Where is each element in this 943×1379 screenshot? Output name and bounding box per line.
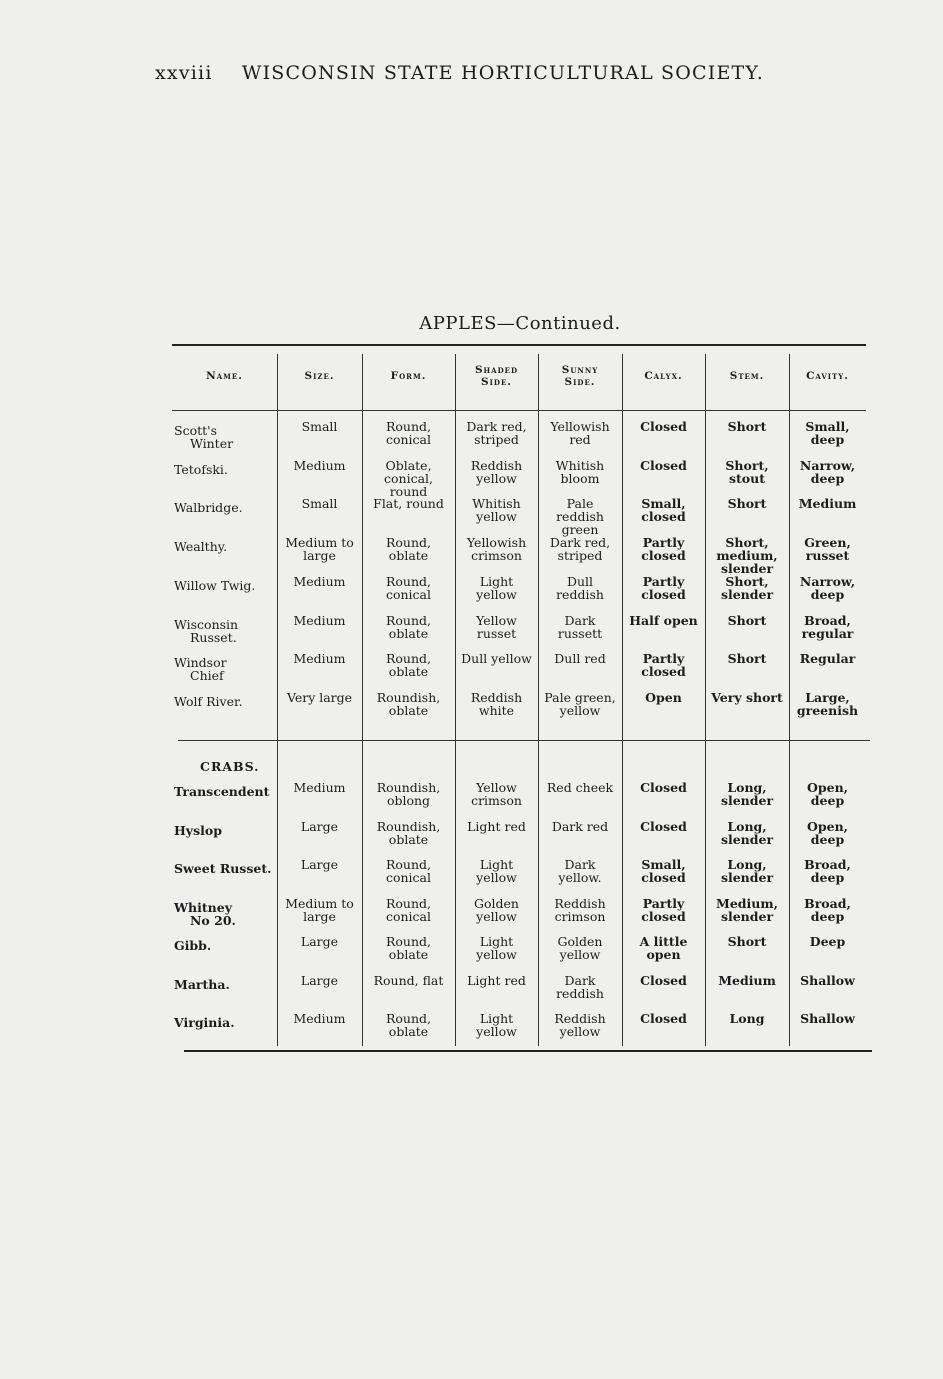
section-rule [178,740,870,741]
cell-shaded-side: Golden yellow [474,895,519,924]
variety-name-line1: Virginia. [174,1015,235,1030]
column-header-stem: Stem. [729,370,765,382]
cell-form: Round, conical [385,573,432,602]
cell-cavity: Deep [809,934,846,949]
cell-sunny-side: Dark yellow. [558,857,602,885]
cell-cavity: Narrow, deep [799,457,856,486]
variety-name [174,785,276,798]
column-header-size: Size. [304,370,335,382]
cell-size: Large [300,934,339,949]
cell-form: Round, oblate [385,651,431,680]
cell-form: Round, conical [385,857,432,885]
cell-calyx: Partly closed [641,573,686,602]
variety-name [174,901,276,927]
cell-stem: Short [727,934,767,949]
variety-name-line1: Wolf River. [174,693,243,709]
cell-shaded-side: Light yellow [476,934,517,962]
variety-name-line1: Tetofski. [174,461,228,477]
cell-stem: Long, slender [720,818,774,847]
variety-name [174,939,276,952]
cell-form: Round, conical [385,895,432,924]
cell-stem: Very short [711,689,783,705]
variety-name-line1: Scott's [174,423,217,438]
cell-stem: Medium, slender [716,895,778,924]
cell-form: Roundish, oblate [376,689,441,718]
cell-sunny-side: Yellowish red [550,419,610,447]
variety-name [174,463,276,476]
variety-name [174,1016,276,1029]
cell-cavity: Open, deep [806,780,849,808]
column-rule [622,354,623,1046]
top-rule [172,344,866,346]
cell-cavity: Green, russet [804,535,851,564]
cell-cavity: Large, greenish [796,689,859,718]
cell-sunny-side: Whitish bloom [555,457,605,486]
column-header-shaded-side: Shaded Side. [474,364,519,388]
column-rule [362,354,363,1046]
cell-calyx: Closed [640,972,687,988]
cell-cavity: Regular [799,651,856,667]
running-head-title: WISCONSIN STATE HORTICULTURAL SOCIETY. [241,62,764,84]
cell-size: Medium to large [285,535,354,564]
column-rule [789,354,790,1046]
cell-sunny-side: Pale green, yellow [544,689,616,718]
cell-sunny-side: Dark red, striped [549,535,611,564]
column-header-name: Name. [206,370,243,382]
cell-sunny-side: Red cheek [546,780,614,795]
cell-cavity: Small, deep [805,419,850,447]
variety-name-line1: Wealthy. [174,539,228,555]
variety-name [174,579,276,592]
cell-form: Roundish, oblate [376,818,441,847]
column-header-form: Form. [390,370,427,382]
cell-shaded-side: Reddish white [470,689,523,718]
cell-size: Medium [293,1011,346,1026]
cell-size: Medium to large [285,895,354,924]
cell-size: Large [300,818,339,834]
variety-name [174,978,276,991]
cell-stem: Long [729,1011,765,1026]
cell-cavity: Broad, deep [804,895,851,924]
variety-name-line2: Winter [190,436,234,451]
cell-calyx: Closed [640,818,687,834]
cell-form: Round, oblate [385,1011,431,1039]
variety-name-line2: Russet. [190,629,237,645]
bottom-rule [184,1050,872,1052]
variety-name-line1: Wisconsin [174,616,239,632]
variety-name [174,656,276,682]
cell-shaded-side: Yellowish crimson [466,535,527,564]
cell-sunny-side: Dull red [554,651,606,667]
cell-calyx: A little open [639,934,688,962]
cell-cavity: Narrow, deep [799,573,856,602]
cell-shaded-side: Light yellow [476,1011,517,1039]
cell-size: Medium [293,457,346,473]
cell-calyx: Closed [640,1011,687,1026]
variety-name [174,862,276,875]
cell-stem: Long, slender [720,857,774,885]
cell-sunny-side: Golden yellow [557,934,603,962]
column-rule [705,354,706,1046]
cell-shaded-side: Light red [467,972,526,988]
cell-stem: Long, slender [720,780,774,808]
cell-calyx: Half open [629,612,698,628]
column-rule [538,354,539,1046]
column-header-sunny-side: Sunny Side. [561,364,599,388]
cell-form: Oblate, conical, round [384,457,433,499]
cell-stem: Short [727,496,767,512]
cell-calyx: Partly closed [641,895,686,924]
variety-name [174,424,276,450]
cell-form: Round, oblate [385,535,431,564]
cell-stem: Short, slender [720,573,774,602]
cell-form: Round, flat [373,972,444,988]
cell-size: Small [301,496,338,512]
cell-cavity: Open, deep [806,818,849,847]
cell-shaded-side: Light red [467,818,526,834]
variety-name-line2: Chief [190,668,224,684]
cell-sunny-side: Dark reddish [556,972,604,1001]
cell-size: Large [300,972,339,988]
variety-name [174,695,276,708]
cell-shaded-side: Light yellow [476,857,517,885]
variety-name-line1: Whitney [174,899,232,915]
cell-sunny-side: Dark red [551,818,609,834]
variety-name-line1: Martha. [174,976,230,992]
column-rule [277,354,278,1046]
cell-cavity: Shallow [800,1011,855,1026]
column-header-cavity: Cavity. [806,370,849,382]
cell-shaded-side: Dull yellow [461,651,532,667]
cell-size: Medium [293,612,346,628]
page-number: xxviii [155,62,213,84]
cell-calyx: Open [645,689,682,705]
cell-stem: Short [727,612,767,628]
cell-shaded-side: Yellow russet [476,612,517,641]
crabs-section-label: CRABS. [200,759,260,774]
cell-sunny-side: Pale reddish green [556,496,604,538]
cell-sunny-side: Dull reddish [556,573,604,602]
cell-form: Roundish, oblong [376,780,441,808]
variety-name-line1: Sweet Russet. [174,861,272,876]
variety-name-line1: Walbridge. [174,500,243,516]
cell-stem: Short [727,419,767,434]
cell-stem: Medium [718,972,776,988]
cell-size: Very large [286,689,353,705]
variety-name-line1: Windsor [174,655,227,671]
variety-name-line1: Transcendent [174,784,270,799]
column-rule [455,354,456,1046]
running-head [155,62,773,84]
cell-size: Medium [293,573,346,589]
variety-name-line1: Hyslop [174,822,222,838]
cell-sunny-side: Reddish crimson [554,895,606,924]
cell-calyx: Partly closed [641,651,686,680]
cell-stem: Short, stout [725,457,769,486]
cell-size: Medium [293,651,346,667]
cell-size: Small [301,419,338,434]
variety-name [174,824,276,837]
cell-form: Round, conical [385,419,432,447]
cell-sunny-side: Dark russett [557,612,603,641]
cell-stem: Short, medium, slender [716,535,778,577]
cell-size: Large [300,857,339,872]
cell-calyx: Partly closed [641,535,686,564]
cell-form: Round, oblate [385,612,431,641]
cell-cavity: Shallow [800,972,855,988]
column-header-calyx: Calyx. [644,370,683,382]
fruit-table [172,344,866,1064]
cell-calyx: Closed [640,780,687,795]
variety-name [174,501,276,514]
variety-name-line2: No 20. [190,912,236,928]
variety-name [174,540,276,553]
cell-calyx: Small, closed [641,496,686,525]
cell-size: Medium [293,780,346,795]
cell-shaded-side: Whitish yellow [472,496,521,525]
cell-stem: Short [727,651,767,667]
cell-shaded-side: Yellow crimson [471,780,522,808]
cell-cavity: Broad, regular [801,612,854,641]
cell-form: Round, oblate [385,934,431,962]
variety-name [174,618,276,644]
cell-sunny-side: Reddish yellow [554,1011,606,1039]
variety-name-line1: Gibb. [174,938,212,953]
cell-form: Flat, round [373,496,444,512]
cell-cavity: Broad, deep [804,857,851,885]
cell-cavity: Medium [798,496,857,512]
cell-shaded-side: Reddish yellow [470,457,523,486]
cell-shaded-side: Dark red, striped [466,419,527,447]
table-title: APPLES—Continued. [419,313,621,334]
cell-calyx: Closed [640,419,687,434]
cell-shaded-side: Light yellow [476,573,517,602]
cell-calyx: Closed [640,457,687,473]
cell-calyx: Small, closed [641,857,686,885]
variety-name-line1: Willow Twig. [174,577,256,593]
